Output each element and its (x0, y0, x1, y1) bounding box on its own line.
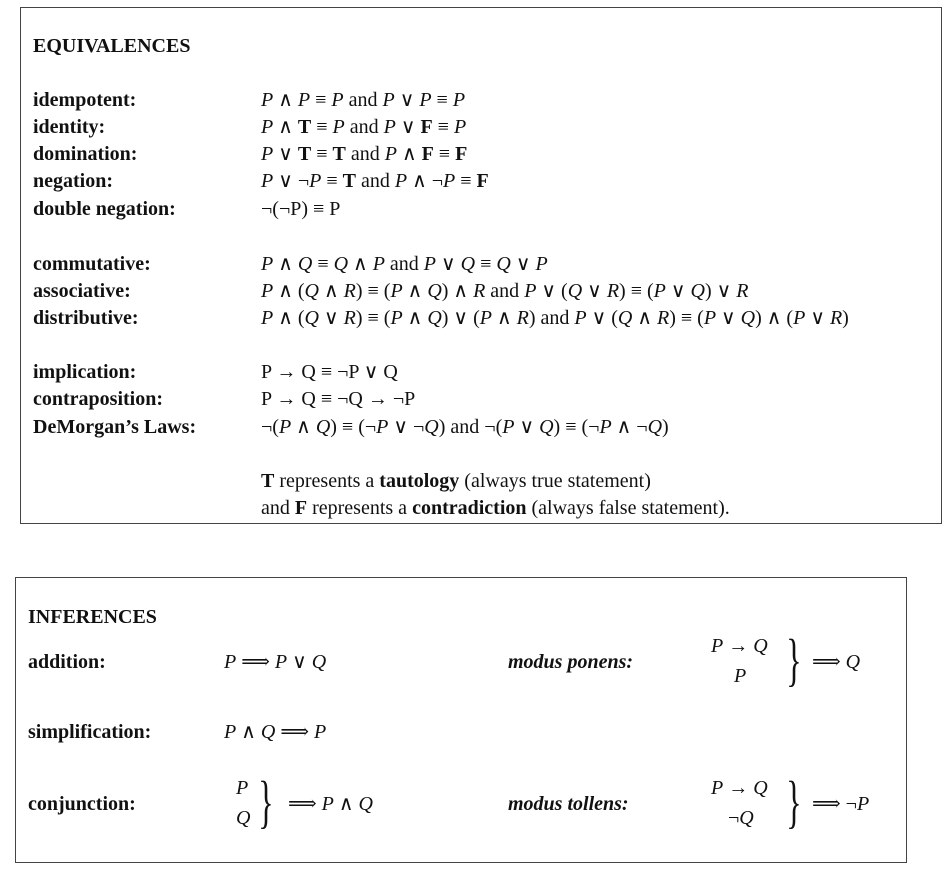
modus-tollens-label: modus tollens: (508, 793, 629, 815)
conjunction-conclusion: ⟹ P ∧ Q (288, 793, 373, 815)
equivalence-label: commutative: (33, 253, 151, 275)
modus-tollens-conclusion: ⟹ ¬P (812, 793, 870, 815)
equivalence-formula: P ∧ (Q ∨ R) ≡ (P ∧ Q) ∨ (P ∧ R) and P ∨ (Q ∧ R) ≡ (P ∨ Q) ∧ (P ∨ R) (261, 307, 849, 329)
addition-formula: P ⟹ P ∨ Q (224, 651, 327, 673)
conjunction-premise-2: Q (236, 807, 251, 829)
brace-icon: } (786, 769, 802, 834)
simplification-label: simplification: (28, 721, 152, 743)
equivalence-label: domination: (33, 143, 138, 165)
modus-ponens-premise-2: P (734, 665, 747, 687)
brace-icon: } (258, 769, 274, 834)
inferences-title: INFERENCES (28, 606, 157, 628)
equivalence-label: contraposition: (33, 388, 163, 410)
equivalence-label: identity: (33, 116, 106, 138)
simplification-formula: P ∧ Q ⟹ P (224, 721, 327, 743)
equivalence-label: distributive: (33, 307, 139, 329)
equivalence-formula: P ∨ ¬P ≡ T and P ∧ ¬P ≡ F (261, 170, 489, 192)
equivalence-label: implication: (33, 361, 137, 383)
equivalence-label: negation: (33, 170, 113, 192)
equivalence-formula: P ∧ T ≡ P and P ∨ F ≡ P (261, 116, 467, 138)
equivalence-formula: ¬(P ∧ Q) ≡ (¬P ∨ ¬Q) and ¬(P ∨ Q) ≡ (¬P ∧ ¬Q) (261, 416, 669, 438)
equivalence-label: idempotent: (33, 89, 137, 111)
equivalences-title: EQUIVALENCES (33, 35, 191, 57)
modus-ponens-conclusion: ⟹ Q (812, 651, 861, 673)
addition-label: addition: (28, 651, 106, 673)
modus-tollens-premise-2: ¬Q (728, 807, 754, 829)
modus-ponens-label: modus ponens: (508, 651, 634, 673)
conjunction-label: conjunction: (28, 793, 136, 815)
modus-ponens-premise-1: P → Q (711, 635, 768, 657)
equivalence-formula: P ∧ Q ≡ Q ∧ P and P ∨ Q ≡ Q ∨ P (261, 253, 548, 275)
equivalence-formula: ¬(¬P) ≡ P (261, 198, 341, 220)
equivalence-formula: P ∨ T ≡ T and P ∧ F ≡ F (261, 143, 468, 165)
contradiction-note: and F represents a contradiction (always false statement). (261, 497, 730, 519)
brace-icon: } (786, 627, 802, 692)
equivalence-formula: P ∧ P ≡ P and P ∨ P ≡ P (261, 89, 466, 111)
equivalence-formula: P → Q ≡ ¬P ∨ Q (261, 361, 398, 383)
equivalence-formula: P → Q ≡ ¬Q → ¬P (261, 388, 416, 410)
equivalence-label: associative: (33, 280, 131, 302)
tautology-note: T represents a tautology (always true statement) (261, 470, 651, 492)
equivalence-label: double negation: (33, 198, 176, 220)
equivalence-formula: P ∧ (Q ∧ R) ≡ (P ∧ Q) ∧ R and P ∨ (Q ∨ R) ≡ (P ∨ Q) ∨ R (261, 280, 749, 302)
conjunction-premise-1: P (236, 777, 249, 799)
modus-tollens-premise-1: P → Q (711, 777, 768, 799)
equivalence-label: DeMorgan’s Laws: (33, 416, 197, 438)
